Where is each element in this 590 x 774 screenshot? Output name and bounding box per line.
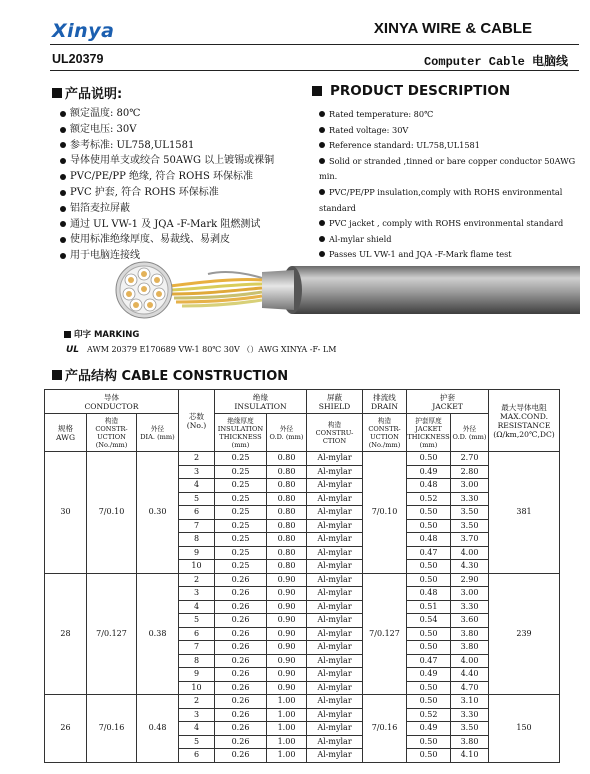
ul-listed-icon: UL — [66, 344, 80, 355]
insulation-thickness-cell: 0.25 — [215, 533, 267, 547]
insulation-od-cell: 1.00 — [267, 722, 307, 736]
bullet-item — [60, 122, 274, 138]
insulation-od-cell: 0.90 — [267, 587, 307, 601]
cores-cell: 9 — [179, 546, 215, 560]
insulation-thickness-cell: 0.25 — [215, 479, 267, 493]
conductor-construction-cell: 7/0.10 — [87, 452, 137, 574]
jacket-thickness-cell: 0.50 — [407, 749, 451, 763]
bullet-dot-icon — [319, 251, 325, 257]
shield-header: 屏蔽 SHIELD — [307, 390, 363, 414]
cores-cell: 2 — [179, 573, 215, 587]
resistance-cell: 150 — [489, 695, 560, 763]
cores-cell: 3 — [179, 708, 215, 722]
bullet-dot-icon — [60, 206, 66, 212]
jacket-header: 护套 JACKET — [407, 390, 489, 414]
drain-header: 排流线 DRAIN — [363, 390, 407, 414]
insulation-thickness-cell: 0.26 — [215, 600, 267, 614]
bullet-item — [319, 232, 590, 248]
bullet-text: 用于电脑连接线 — [70, 250, 140, 262]
bullet-text: 额定电压: 30V — [70, 123, 137, 135]
jacket-od-cell: 3.50 — [451, 722, 489, 736]
table-row — [45, 573, 560, 587]
bullet-dot-icon — [319, 220, 325, 226]
bullet-item — [60, 138, 274, 154]
jacket-od-cell: 3.50 — [451, 519, 489, 533]
cores-cell: 5 — [179, 735, 215, 749]
bullet-dot-icon — [319, 189, 325, 195]
jacket-od-header: 外径 O.D. (mm) — [451, 414, 489, 452]
insulation-thickness-cell: 0.26 — [215, 735, 267, 749]
drain-construction-cell: 7/0.10 — [363, 452, 407, 574]
shield-cell: Al-mylar — [307, 560, 363, 574]
shield-cell: Al-mylar — [307, 506, 363, 520]
shield-cell: Al-mylar — [307, 600, 363, 614]
bullet-dot-icon — [60, 253, 66, 259]
cores-cell: 5 — [179, 492, 215, 506]
description-cn-title: 产品说明: — [65, 87, 123, 102]
brand-name: XINYA WIRE & CABLE — [373, 20, 532, 37]
bullet-dot-icon — [319, 158, 325, 164]
shield-cell: Al-mylar — [307, 735, 363, 749]
jacket-od-cell: 4.10 — [451, 749, 489, 763]
insulation-od-cell: 0.80 — [267, 533, 307, 547]
jacket-od-cell: 3.70 — [451, 533, 489, 547]
insulation-od-cell: 0.80 — [267, 479, 307, 493]
jacket-thickness-header: 护套厚度 JACKET THICKNESS (mm) — [407, 414, 451, 452]
jacket-od-cell: 3.60 — [451, 614, 489, 628]
bullet-text: Rated temperature: 80℃ — [329, 109, 434, 119]
jacket-od-cell: 4.30 — [451, 560, 489, 574]
bullet-text: Solid or stranded ,tinned or bare copper conductor 50AWG min. — [319, 155, 576, 182]
shield-cell: Al-mylar — [307, 492, 363, 506]
construction-heading — [52, 365, 288, 384]
jacket-thickness-cell: 0.54 — [407, 614, 451, 628]
resistance-cell: 381 — [489, 452, 560, 574]
description-en-title: PRODUCT DESCRIPTION — [330, 83, 511, 99]
bullet-item — [60, 169, 274, 185]
bullet-dot-icon — [60, 127, 66, 133]
cores-cell: 8 — [179, 654, 215, 668]
bullet-item — [60, 185, 274, 201]
jacket-od-cell: 3.10 — [451, 695, 489, 709]
jacket-thickness-cell: 0.47 — [407, 546, 451, 560]
jacket-thickness-cell: 0.49 — [407, 722, 451, 736]
bullet-item — [319, 107, 590, 123]
insulation-od-cell: 0.80 — [267, 452, 307, 466]
shield-cell: Al-mylar — [307, 641, 363, 655]
bullet-text: 参考标准: UL758,UL1581 — [70, 139, 195, 151]
shield-cell: Al-mylar — [307, 654, 363, 668]
cores-cell: 2 — [179, 695, 215, 709]
bullet-text: 通过 UL VW-1 及 JQA -F-Mark 阻燃测试 — [70, 218, 261, 230]
awg-header: 规格 AWG — [45, 414, 87, 452]
insulation-thickness-cell: 0.25 — [215, 560, 267, 574]
bullet-text: PVC 护套, 符合 ROHS 环保标准 — [70, 186, 219, 198]
jacket-thickness-cell: 0.50 — [407, 506, 451, 520]
jacket-od-cell: 3.30 — [451, 600, 489, 614]
cores-header: 芯数 (No.) — [179, 390, 215, 452]
shield-cell: Al-mylar — [307, 695, 363, 709]
insulation-thickness-cell: 0.25 — [215, 465, 267, 479]
bullet-dot-icon — [319, 127, 325, 133]
insulation-od-cell: 0.80 — [267, 560, 307, 574]
insulation-od-cell: 0.90 — [267, 668, 307, 682]
shield-cell: Al-mylar — [307, 519, 363, 533]
insulation-thickness-cell: 0.25 — [215, 546, 267, 560]
insulation-od-cell: 1.00 — [267, 695, 307, 709]
insulation-thickness-cell: 0.26 — [215, 681, 267, 695]
insulation-od-cell: 1.00 — [267, 708, 307, 722]
shield-cell: Al-mylar — [307, 681, 363, 695]
insulation-od-header: 外径 O.D. (mm) — [267, 414, 307, 452]
square-bullet-icon — [312, 86, 322, 96]
cores-cell: 8 — [179, 533, 215, 547]
insulation-thickness-cell: 0.26 — [215, 708, 267, 722]
marking-text: AWM 20379 E170689 VW-1 80℃ 30V （）AWG XINYA -F- LM — [87, 345, 337, 354]
conductor-diameter-cell: 0.30 — [137, 452, 179, 574]
awg-cell: 26 — [45, 695, 87, 763]
shield-construction-header: 构造 CONSTRU-CTION — [307, 414, 363, 452]
insulation-thickness-cell: 0.26 — [215, 668, 267, 682]
conductor-diameter-header: 外径 DIA. (mm) — [137, 414, 179, 452]
insulation-thickness-header: 绝缘厚度 INSULATION THICKNESS (mm) — [215, 414, 267, 452]
marking-line — [66, 344, 336, 355]
shield-cell: Al-mylar — [307, 465, 363, 479]
jacket-od-cell: 4.00 — [451, 654, 489, 668]
bullet-item — [319, 185, 590, 216]
insulation-thickness-cell: 0.26 — [215, 627, 267, 641]
jacket-thickness-cell: 0.51 — [407, 600, 451, 614]
bullet-item — [319, 216, 590, 232]
insulation-od-cell: 1.00 — [267, 749, 307, 763]
cores-cell: 4 — [179, 722, 215, 736]
bullet-text: Passes UL VW-1 and JQA -F-Mark flame test — [329, 249, 512, 260]
jacket-thickness-cell: 0.50 — [407, 573, 451, 587]
description-en-heading — [312, 83, 510, 99]
insulation-od-cell: 0.80 — [267, 492, 307, 506]
bullet-text: PVC jacket , comply with ROHS environmental standard — [329, 218, 564, 229]
insulation-thickness-cell: 0.25 — [215, 519, 267, 533]
cable-illustration — [112, 258, 582, 322]
bullet-item — [60, 106, 274, 122]
insulation-thickness-cell: 0.25 — [215, 452, 267, 466]
jacket-thickness-cell: 0.50 — [407, 519, 451, 533]
insulation-thickness-cell: 0.26 — [215, 587, 267, 601]
bullet-item — [60, 232, 274, 248]
marking-title: 印字 MARKING — [74, 330, 140, 340]
cores-cell: 4 — [179, 479, 215, 493]
construction-table — [44, 389, 560, 763]
marking-heading — [64, 328, 139, 340]
shield-cell: Al-mylar — [307, 627, 363, 641]
cores-cell: 6 — [179, 749, 215, 763]
cores-cell: 6 — [179, 506, 215, 520]
drain-construction-cell: 7/0.127 — [363, 573, 407, 695]
product-name: Computer Cable 电脑线 — [423, 55, 568, 69]
conductor-construction-header: 构造 CONSTR-UCTION (No./mm) — [87, 414, 137, 452]
cores-cell: 10 — [179, 681, 215, 695]
bullet-dot-icon — [60, 111, 66, 117]
bullet-dot-icon — [60, 237, 66, 243]
shield-cell: Al-mylar — [307, 722, 363, 736]
insulation-od-cell: 0.90 — [267, 654, 307, 668]
shield-cell: Al-mylar — [307, 614, 363, 628]
jacket-thickness-cell: 0.50 — [407, 695, 451, 709]
conductor-construction-cell: 7/0.16 — [87, 695, 137, 763]
insulation-thickness-cell: 0.26 — [215, 573, 267, 587]
insulation-od-cell: 0.80 — [267, 546, 307, 560]
conductor-diameter-cell: 0.38 — [137, 573, 179, 695]
insulation-od-cell: 0.90 — [267, 681, 307, 695]
insulation-od-cell: 0.90 — [267, 600, 307, 614]
square-bullet-icon — [64, 331, 71, 338]
resistance-cell: 239 — [489, 573, 560, 695]
jacket-thickness-cell: 0.48 — [407, 533, 451, 547]
jacket-od-cell: 3.80 — [451, 641, 489, 655]
insulation-od-cell: 0.80 — [267, 465, 307, 479]
jacket-od-cell: 3.30 — [451, 708, 489, 722]
jacket-thickness-cell: 0.50 — [407, 452, 451, 466]
jacket-od-cell: 2.90 — [451, 573, 489, 587]
shield-cell: Al-mylar — [307, 749, 363, 763]
insulation-od-cell: 0.90 — [267, 627, 307, 641]
construction-title: 产品结构 CABLE CONSTRUCTION — [65, 369, 289, 384]
jacket-thickness-cell: 0.50 — [407, 681, 451, 695]
cores-cell: 5 — [179, 614, 215, 628]
jacket-od-cell: 2.80 — [451, 465, 489, 479]
insulation-thickness-cell: 0.26 — [215, 722, 267, 736]
cores-cell: 9 — [179, 668, 215, 682]
insulation-od-cell: 0.90 — [267, 614, 307, 628]
jacket-thickness-cell: 0.48 — [407, 479, 451, 493]
resistance-header: 最大导体电阻 MAX.COND. RESISTANCE (Ω/km,20℃,DC) — [489, 390, 560, 452]
jacket-od-cell: 4.70 — [451, 681, 489, 695]
jacket-od-cell: 4.40 — [451, 668, 489, 682]
conductor-construction-cell: 7/0.127 — [87, 573, 137, 695]
bullet-text: Al-mylar shield — [329, 233, 392, 244]
bullet-dot-icon — [319, 111, 325, 117]
insulation-thickness-cell: 0.26 — [215, 641, 267, 655]
cores-cell: 10 — [179, 560, 215, 574]
cores-cell: 3 — [179, 587, 215, 601]
bullet-item — [319, 154, 590, 185]
jacket-thickness-cell: 0.52 — [407, 492, 451, 506]
insulation-od-cell: 0.90 — [267, 641, 307, 655]
bullet-dot-icon — [60, 221, 66, 227]
insulation-od-cell: 1.00 — [267, 735, 307, 749]
bullet-text: Reference standard: UL758,UL1581 — [329, 140, 480, 151]
shield-cell: Al-mylar — [307, 533, 363, 547]
bullet-item — [319, 138, 590, 154]
jacket-od-cell: 3.80 — [451, 627, 489, 641]
shield-cell: Al-mylar — [307, 668, 363, 682]
bullet-text: PVC/PE/PP insulation,comply with ROHS environmental standard — [319, 186, 563, 213]
jacket-od-cell: 3.00 — [451, 479, 489, 493]
drain-construction-cell: 7/0.16 — [363, 695, 407, 763]
awg-cell: 30 — [45, 452, 87, 574]
bullet-dot-icon — [319, 236, 325, 242]
subheader-divider — [50, 70, 579, 71]
jacket-od-cell: 4.00 — [451, 546, 489, 560]
insulation-od-cell: 0.90 — [267, 573, 307, 587]
jacket-od-cell: 2.70 — [451, 452, 489, 466]
square-bullet-icon — [52, 88, 62, 98]
conductor-header: 导体 CONDUCTOR — [45, 390, 179, 414]
cores-cell: 7 — [179, 641, 215, 655]
table-row — [45, 695, 560, 709]
bullet-dot-icon — [60, 190, 66, 196]
bullet-dot-icon — [60, 174, 66, 180]
shield-cell: Al-mylar — [307, 587, 363, 601]
insulation-thickness-cell: 0.26 — [215, 695, 267, 709]
jacket-thickness-cell: 0.49 — [407, 668, 451, 682]
awg-cell: 28 — [45, 573, 87, 695]
jacket-od-cell: 3.80 — [451, 735, 489, 749]
bullet-text: 使用标准绝缘厚度、易裁线、易剥皮 — [70, 234, 230, 246]
description-cn-heading — [52, 83, 122, 102]
shield-cell: Al-mylar — [307, 546, 363, 560]
drain-construction-header: 构造 CONSTR-UCTION (No./mm) — [363, 414, 407, 452]
header-divider — [50, 44, 579, 45]
model-number: UL20379 — [52, 52, 104, 66]
jacket-thickness-cell: 0.50 — [407, 735, 451, 749]
insulation-thickness-cell: 0.26 — [215, 614, 267, 628]
cores-cell: 2 — [179, 452, 215, 466]
bullet-item — [319, 123, 590, 139]
insulation-header: 绝缘 INSULATION — [215, 390, 307, 414]
insulation-thickness-cell: 0.26 — [215, 749, 267, 763]
bullet-text: PVC/PE/PP 绝缘, 符合 ROHS 环保标准 — [70, 171, 254, 183]
jacket-thickness-cell: 0.48 — [407, 587, 451, 601]
description-cn-list — [60, 106, 274, 264]
jacket-thickness-cell: 0.47 — [407, 654, 451, 668]
shield-cell: Al-mylar — [307, 479, 363, 493]
jacket-thickness-cell: 0.50 — [407, 560, 451, 574]
cores-cell: 4 — [179, 600, 215, 614]
cores-cell: 7 — [179, 519, 215, 533]
insulation-thickness-cell: 0.25 — [215, 506, 267, 520]
shield-cell: Al-mylar — [307, 573, 363, 587]
cores-cell: 3 — [179, 465, 215, 479]
conductor-diameter-cell: 0.48 — [137, 695, 179, 763]
bullet-dot-icon — [60, 158, 66, 164]
table-row — [45, 452, 560, 466]
insulation-thickness-cell: 0.26 — [215, 654, 267, 668]
jacket-thickness-cell: 0.50 — [407, 641, 451, 655]
square-bullet-icon — [52, 370, 62, 380]
jacket-thickness-cell: 0.52 — [407, 708, 451, 722]
bullet-item — [60, 153, 274, 169]
shield-cell: Al-mylar — [307, 452, 363, 466]
jacket-od-cell: 3.50 — [451, 506, 489, 520]
insulation-od-cell: 0.80 — [267, 506, 307, 520]
bullet-text: 铝箔麦拉屏蔽 — [70, 202, 130, 214]
bullet-item — [60, 217, 274, 233]
jacket-thickness-cell: 0.49 — [407, 465, 451, 479]
brand-logo: Xinya — [52, 20, 115, 42]
insulation-thickness-cell: 0.25 — [215, 492, 267, 506]
jacket-thickness-cell: 0.50 — [407, 627, 451, 641]
bullet-dot-icon — [319, 142, 325, 148]
bullet-item — [60, 201, 274, 217]
bullet-text: 额定温度: 80℃ — [70, 108, 141, 119]
shield-cell: Al-mylar — [307, 708, 363, 722]
bullet-dot-icon — [60, 142, 66, 148]
jacket-od-cell: 3.30 — [451, 492, 489, 506]
bullet-text: Rated voltage: 30V — [329, 124, 409, 135]
cores-cell: 6 — [179, 627, 215, 641]
construction-table-body — [45, 452, 560, 763]
jacket-od-cell: 3.00 — [451, 587, 489, 601]
insulation-od-cell: 0.80 — [267, 519, 307, 533]
bullet-text: 导体使用单支或绞合 50AWG 以上镀锡或裸铜 — [70, 155, 275, 167]
